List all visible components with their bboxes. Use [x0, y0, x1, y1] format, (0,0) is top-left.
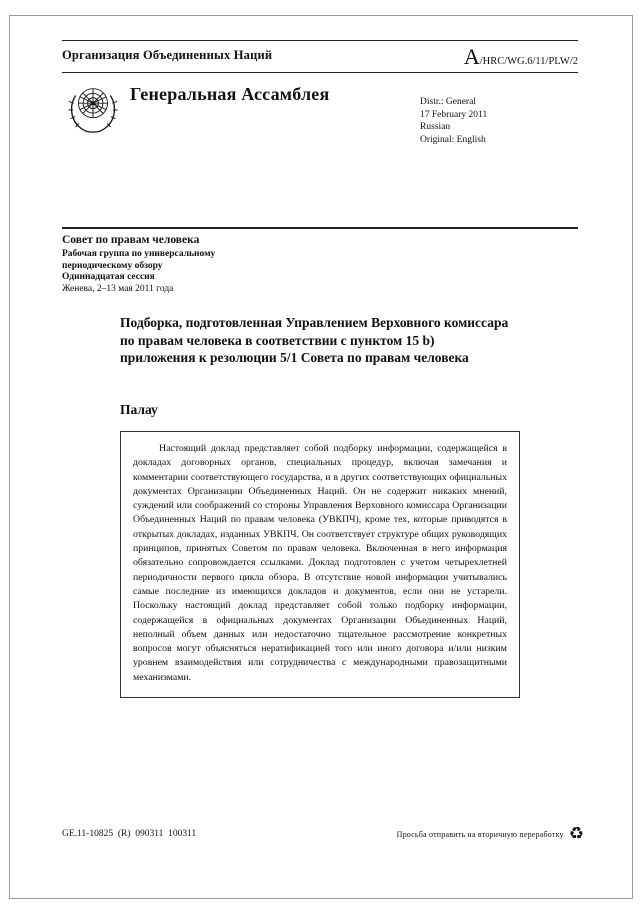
- top-rule: [62, 40, 578, 41]
- distribution-block: [420, 96, 487, 146]
- section-rule: [62, 227, 578, 229]
- document-number: GE.11-10825 (R) 090311 100311: [62, 829, 197, 839]
- recycle-notice: [397, 826, 584, 843]
- org-name: Организация Объединенных Наций: [62, 48, 273, 62]
- recycle-icon: ♻: [568, 824, 584, 844]
- summary-paragraph: Настоящий доклад представляет собой подборку информации, содержащейся в докладах договорных органов, специальных процедур, включая замечания и комментарии соответствующего государства, и в других соответствующих официальных документах Организации Объединенных Наций. Он не содержит никаких мнений, суждений или соображений со стороны Управления Верховного комиссара Организации Объединенных Наций по правам человека (УВКПЧ), кроме тех, которые приводятся в открытых докладах, изданных УВКПЧ. Он соответствует структуре общих руководящих принципов, принятых Советом по правам человека. Включенная в него информация обязательно сопровождается ссылками. Доклад подготовлен с учетом четырехлетней периодичности первого цикла обзора. В отсутствие новой информации учитывались самые последние из имеющихся докладов и документов, если они не устарели. Поскольку настоящий доклад представляет собой только подборку информации, содержащейся в официальных документах Организации Объединенных Наций, неполный объем данных или недостаточно тщательное рассмотрение конкретных вопросов могут объясняться нератификацией того или иного договора и/или низким уровнем взаимодействия или сотрудничества с международными правозащитными механизмами.: [133, 443, 507, 683]
- masthead-rule: [62, 72, 578, 73]
- working-group-line2: периодическому обзору: [62, 260, 163, 271]
- session-venue-dates: Женева, 2–13 мая 2011 года: [62, 283, 174, 294]
- doc-symbol-prefix: A: [463, 44, 480, 69]
- session-number: Одиннадцатая сессия: [62, 272, 155, 282]
- assembly-title: Генеральная Ассамблея: [130, 84, 330, 104]
- document-title: Подборка, подготовленная Управлением Верховного комиссара по правам человека в соответствии с пунктом 15 b) приложения к резолюции 5/1 Совета по правам человека: [120, 315, 509, 365]
- doc-symbol-suffix: /HRC/WG.6/11/PLW/2: [479, 56, 578, 67]
- distr-language: Russian: [420, 122, 451, 132]
- summary-box: [120, 431, 520, 698]
- country-name: Палау: [120, 402, 158, 417]
- distr-original: Original: English: [420, 134, 486, 145]
- distr-date: 17 February 2011: [420, 109, 488, 120]
- distr-line: Distr.: General: [420, 97, 476, 107]
- council-name: Совет по правам человека: [62, 234, 200, 246]
- recycle-note-text: Просьба отправить на вторичную переработку: [396, 830, 564, 839]
- working-group-line1: Рабочая группа по универсальному: [62, 249, 216, 259]
- session-block: [62, 234, 215, 295]
- doc-symbol: [464, 44, 578, 70]
- un-emblem-icon: [64, 80, 122, 138]
